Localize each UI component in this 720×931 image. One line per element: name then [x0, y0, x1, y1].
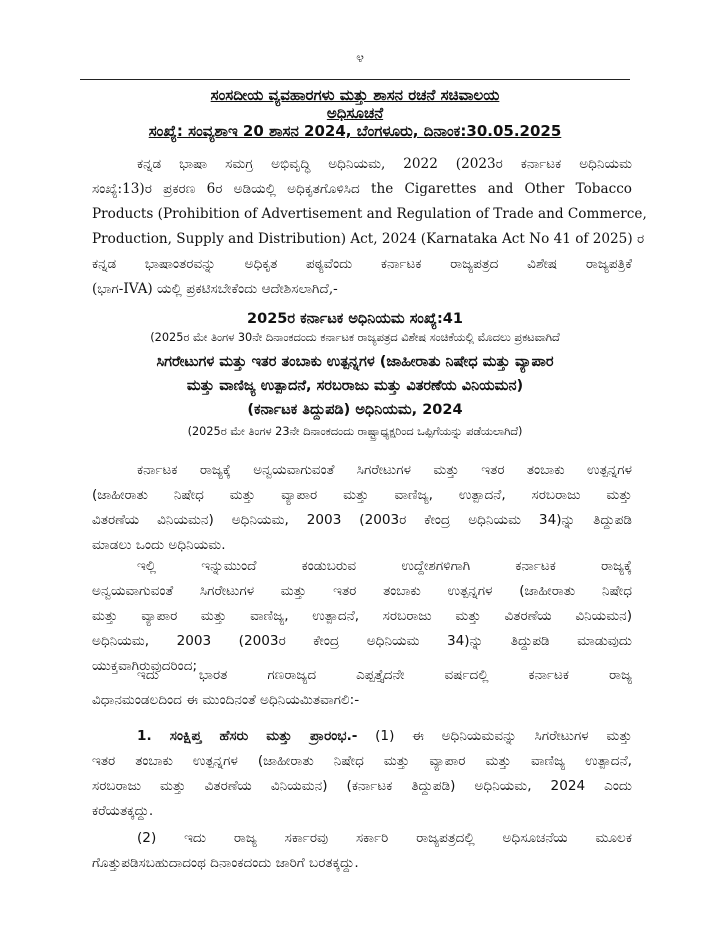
enacting-line: ವಿಧಾನಮಂಡಲದಿಂದ ಈ ಮುಂದಿನಂತೆ ಅಧಿನಿಯಮಿತವಾಗಲಿ:-: [92, 692, 360, 708]
whereas-line: ಯುಕ್ತವಾಗಿರುವುದರಿಂದ;: [92, 658, 198, 674]
whereas-line: ಅನ್ವಯವಾಗುವಂತೆ ಸಿಗರೇಟುಗಳ ಮತ್ತು ಇತರ ತಂಬಾಕು ಉತ್ಪನ್ನಗಳ (ಜಾಹೀರಾತು ನಿಷೇಧ: [92, 583, 632, 599]
act-title-line: ಮತ್ತು ವಾಣಿಜ್ಯ ಉತ್ಪಾದನೆ, ಸರಬರಾಜು ಮತ್ತು ವಿತರಣೆಯ ವಿನಿಯಮನ): [186, 378, 524, 394]
section-1-line: ಸರಬರಾಜು ಮತ್ತು ವಿತರಣೆಯ ವಿನಿಯಮನ) (ಕರ್ನಾಟಕ ತಿದ್ದುಪಡಿ) ಅಧಿನಿಯಮ, 2024 ಎಂದು: [92, 778, 632, 794]
subsection-2-line: ಗೊತ್ತುಪಡಿಸಬಹುದಾದಂಥ ದಿನಾಂಕದಂದು ಜಾರಿಗೆ ಬರತಕ್ಕದ್ದು.: [92, 855, 359, 871]
department-title: ಸಂಸದೀಯ ವ್ಯವಹಾರಗಳು ಮತ್ತು ಶಾಸನ ರಚನೆ ಸಚಿವಾಲಯ: [210, 86, 500, 104]
intro-paragraph: [92, 152, 647, 302]
section-1-heading: 1. ಸಂಕ್ಷಿಪ್ತ ಹೆಸರು ಮತ್ತು ಪ್ರಾರಂಭ.-: [137, 728, 358, 744]
preamble-line: ಮಾಡಲು ಒಂದು ಅಧಿನಿಯಮ.: [92, 537, 226, 553]
notification-number-date: ಸಂಖ್ಯೆ: ಸಂವ್ಯಶಾಇ 20 ಶಾಸನ 2024, ಬೆಂಗಳೂರು, ದಿನಾಂಕ:30.05.2025: [148, 122, 562, 140]
intro-line: ಕನ್ನಡ ಭಾಷಾಂತರವನ್ನು ಅಧಿಕೃತ ಪಠ್ಯವೆಂದು ಕರ್ನಾಟಕ ರಾಜ್ಯಪತ್ರದ ವಿಶೇಷ ರಾಜ್ಯಪತ್ರಿಕೆ: [92, 256, 632, 272]
whereas-paragraph: [92, 554, 632, 679]
section-1-first-line-text: (1) ಈ ಅಧಿನಿಯಮವನ್ನು ಸಿಗರೇಟುಗಳ ಮತ್ತು: [357, 728, 632, 744]
intro-line: ಕನ್ನಡ ಭಾಷಾ ಸಮಗ್ರ ಅಭಿವೃದ್ಧಿ ಅಧಿನಿಯಮ, 2022 (2023ರ ಕರ್ನಾಟಕ ಅಧಿನಿಯಮ: [137, 156, 632, 172]
act-title-line: ಸಿಗರೇಟುಗಳ ಮತ್ತು ಇತರ ತಂಬಾಕು ಉತ್ಪನ್ನಗಳ (ಜಾಹೀರಾತು ನಿಷೇಧ ಮತ್ತು ವ್ಯಾಪಾರ: [156, 354, 554, 370]
whereas-line: ಅಧಿನಿಯಮ, 2003 (2003ರ ಕೇಂದ್ರ ಅಧಿನಿಯಮ 34)ನ್ನು ತಿದ್ದುಪಡಿ ಮಾಡುವುದು: [92, 633, 632, 649]
enacting-line: ಇದು ಭಾರತ ಗಣರಾಜ್ಯದ ಎಪ್ಪತ್ತೈದನೇ ವರ್ಷದಲ್ಲಿ ಕರ್ನಾಟಕ ರಾಜ್ಯ: [137, 667, 632, 683]
publication-note: (2025ರ ಮೇ ತಿಂಗಳ 30ನೇ ದಿನಾಂಕದಂದು ಕರ್ನಾಟಕ ರಾಜ್ಯಪತ್ರದ ವಿಶೇಷ ಸಂಚಿಕೆಯಲ್ಲಿ ಮೊದಲು ಪ್ರಕಟವಾಗಿದೆ: [150, 331, 560, 344]
act-title-line: (ಕರ್ನಾಟಕ ತಿದ್ದುಪಡಿ) ಅಧಿನಿಯಮ, 2024: [247, 402, 463, 418]
preamble-paragraph: [92, 458, 632, 558]
section-1-line: ಕರೆಯತಕ್ಕದ್ದು.: [92, 803, 154, 819]
subsection-2-line: (2) ಇದು ರಾಜ್ಯ ಸರ್ಕಾರವು ಸರ್ಕಾರಿ ರಾಜ್ಯಪತ್ರದಲ್ಲಿ ಅಧಿಸೂಚನೆಯ ಮೂಲಕ: [137, 830, 632, 846]
act-number: 2025ರ ಕರ್ನಾಟಕ ಅಧಿನಿಯಮ ಸಂಖ್ಯೆ:41: [247, 311, 463, 327]
intro-line: Products (Prohibition of Advertisement and Regulation of Trade and Commerce,: [92, 206, 647, 222]
intro-line: Production, Supply and Distribution) Act, 2024 (Karnataka Act No 41 of 2025) ರ: [92, 231, 645, 247]
page-number: ೪: [356, 50, 364, 66]
header-rule: [80, 79, 630, 80]
section-1-subsection-2: [92, 826, 632, 876]
preamble-line: ವಿತರಣೆಯ ವಿನಿಯಮನ) ಅಧಿನಿಯಮ, 2003 (2003ರ ಕೇಂದ್ರ ಅಧಿನಿಯಮ 34)ನ್ನು ತಿದ್ದುಪಡಿ: [92, 512, 632, 528]
section-1-line: ಇತರ ತಂಬಾಕು ಉತ್ಪನ್ನಗಳ (ಜಾಹೀರಾತು ನಿಷೇಧ ಮತ್ತು ವ್ಯಾಪಾರ ಮತ್ತು ವಾಣಿಜ್ಯ ಉತ್ಪಾದನೆ,: [92, 753, 632, 769]
intro-line: (ಭಾಗ-IVA) ಯಲ್ಲಿ ಪ್ರಕಟಿಸಬೇಕೆಂದು ಆದೇಶಿಸಲಾಗಿದೆ,-: [92, 281, 338, 297]
assent-note: (2025ರ ಮೇ ತಿಂಗಳ 23ನೇ ದಿನಾಂಕದಂದು ರಾಷ್ಟ್ರಾಧ್ಯಕ್ಷರಿಂದ ಒಪ್ಪಿಗೆಯನ್ನು ಪಡೆಯಲಾಗಿದೆ): [187, 425, 523, 438]
whereas-line: ಮತ್ತು ವ್ಯಾಪಾರ ಮತ್ತು ವಾಣಿಜ್ಯ, ಉತ್ಪಾದನೆ, ಸರಬರಾಜು ಮತ್ತು ವಿತರಣೆಯ ವಿನಿಯಮನ): [92, 608, 632, 624]
whereas-line: ಇಲ್ಲಿ ಇನ್ನುಮುಂದೆ ಕಂಡುಬರುವ ಉದ್ದೇಶಗಳಿಗಾಗಿ ಕರ್ನಾಟಕ ರಾಜ್ಯಕ್ಕೆ: [137, 558, 632, 574]
section-1-first-line: [92, 724, 632, 749]
notification-heading: ಅಧಿಸೂಚನೆ: [326, 104, 384, 122]
intro-line: ಸಂಖ್ಯೆ:13)ರ ಪ್ರಕರಣ 6ರ ಅಡಿಯಲ್ಲಿ ಅಧಿಕೃತಗೊಳಿಸಿದ the Cigarettes and Other Tobacco: [92, 181, 632, 197]
section-1: [92, 724, 632, 824]
enacting-paragraph: [92, 663, 632, 713]
preamble-line: (ಜಾಹೀರಾತು ನಿಷೇಧ ಮತ್ತು ವ್ಯಾಪಾರ ಮತ್ತು ವಾಣಿಜ್ಯ, ಉತ್ಪಾದನೆ, ಸರಬರಾಜು ಮತ್ತು: [92, 487, 632, 503]
preamble-line: ಕರ್ನಾಟಕ ರಾಜ್ಯಕ್ಕೆ ಅನ್ವಯವಾಗುವಂತೆ ಸಿಗರೇಟುಗಳ ಮತ್ತು ಇತರ ತಂಬಾಕು ಉತ್ಪನ್ನಗಳ: [137, 462, 632, 478]
